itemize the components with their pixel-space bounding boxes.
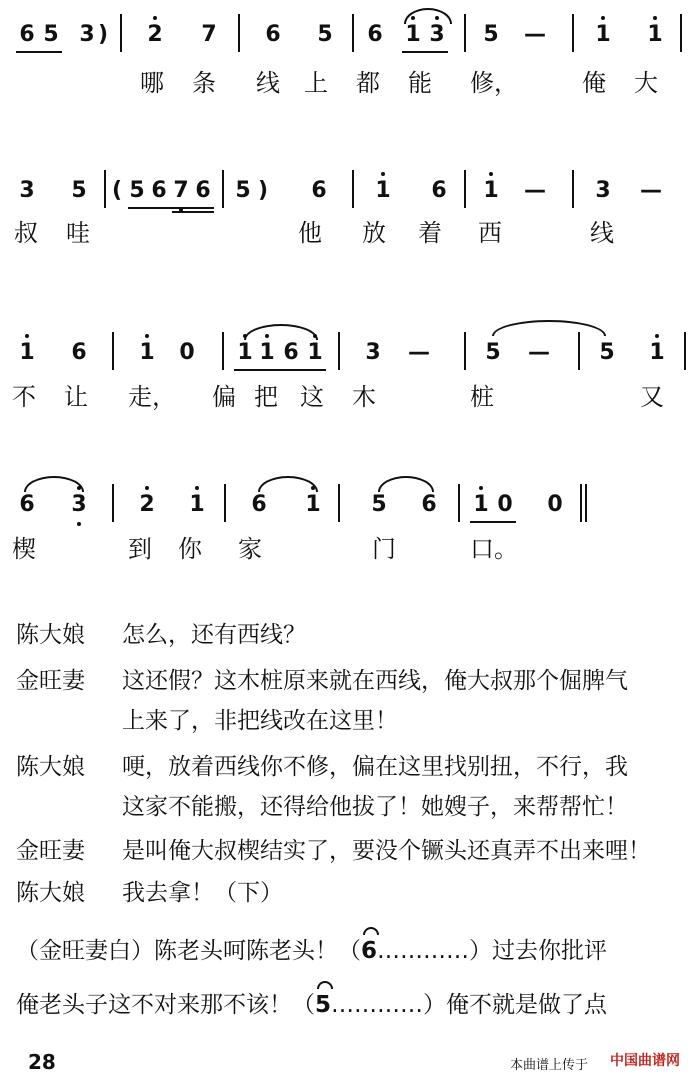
note: 5 [371, 492, 387, 517]
fermata-note: 6 [361, 938, 378, 964]
note: 1 [16, 338, 38, 368]
lyric: 着 [418, 219, 442, 247]
underline [128, 207, 214, 209]
note: 1 [302, 490, 324, 520]
barline [224, 484, 226, 522]
upload-credit: 本曲谱上传于 [510, 1058, 589, 1073]
barline [112, 484, 114, 522]
note: 6 [19, 22, 35, 47]
note: 7 [170, 176, 192, 206]
note: 1 [136, 338, 158, 368]
note: 3 [19, 178, 35, 203]
note: 6 [151, 178, 167, 203]
lyric: 偏 [212, 383, 236, 411]
paren: ) [258, 178, 269, 203]
barline [684, 332, 686, 370]
dialogue-line: 怎么，还有西线？ [122, 622, 306, 648]
note: 3 [595, 178, 611, 203]
lyric: 他 [298, 219, 322, 247]
narration-line-2 [16, 990, 607, 1020]
lyric: 线 [590, 219, 614, 247]
lyric: 放 [362, 219, 386, 247]
notation-row-1 [12, 20, 692, 50]
lyric: 楔 [12, 535, 36, 563]
note: 1 [304, 338, 326, 368]
note: 3 [365, 340, 381, 365]
note: 3 [79, 22, 95, 47]
underline [16, 51, 62, 53]
note: 1 [256, 338, 278, 368]
underline [234, 369, 326, 371]
dialogue-line: 我去拿！（下） [122, 880, 283, 906]
barline [238, 14, 240, 52]
barline [112, 332, 114, 370]
note: 1 [646, 338, 668, 368]
barline [464, 14, 466, 52]
note: 5 [599, 340, 615, 365]
lyric: 又 [640, 383, 664, 411]
note: 2 [144, 20, 166, 50]
underline [172, 211, 214, 213]
lyric: 木 [352, 383, 376, 411]
slur [492, 320, 606, 336]
barline [352, 14, 354, 52]
dialogue-line: 是叫俺大叔楔结实了，要没个镢头还真弄不出来哩！ [122, 838, 651, 864]
note: 5 [317, 22, 333, 47]
lyric: 都 [356, 69, 380, 97]
note: 1 [402, 20, 424, 50]
lyric: 大 [634, 69, 658, 97]
lyric: 俺 [582, 69, 606, 97]
slur [404, 8, 452, 24]
lyric: 条 [192, 69, 216, 97]
lyric: 上 [304, 69, 328, 97]
dialogue-line: 哽，放着西线你不修，偏在这里找别扭，不行，我 [122, 754, 628, 780]
barline [464, 332, 466, 370]
note: 1 [186, 490, 208, 520]
narration-text: （金旺妻白）陈老头呵陈老头！（ [16, 938, 361, 964]
note: 2 [136, 490, 158, 520]
fermata-note: 5 [315, 992, 332, 1018]
lyric: 能 [408, 69, 432, 97]
lyric: 哪 [140, 69, 164, 97]
narration-line-1 [16, 936, 607, 966]
note: 5 [483, 22, 499, 47]
note: 1 [592, 20, 614, 50]
note: 6 [283, 340, 299, 365]
lyric: 你 [178, 535, 202, 563]
note: 6 [431, 178, 447, 203]
note: 6 [195, 178, 211, 203]
slur [258, 476, 318, 492]
barline [464, 170, 466, 208]
slur [244, 324, 318, 340]
note: 6 [311, 178, 327, 203]
narration-text: 俺老头子这不对来那不该！（ [16, 992, 315, 1018]
note: 6 [421, 492, 437, 517]
note: 5 [129, 178, 145, 203]
note: 3 [68, 490, 90, 520]
note: 1 [470, 490, 492, 520]
lyric: 到 [128, 535, 152, 563]
barline [572, 170, 574, 208]
note: 1 [372, 176, 394, 206]
barline [222, 170, 224, 208]
dash: — [528, 340, 550, 365]
lyric: 让 [64, 383, 88, 411]
barline [680, 14, 682, 52]
paren: ( [112, 178, 123, 203]
narration-text: …………）过去你批评 [377, 938, 608, 964]
note: 6 [251, 492, 267, 517]
note: 5 [71, 178, 87, 203]
lyric: 哇 [66, 219, 90, 247]
lyric: 家 [238, 535, 262, 563]
dash: — [524, 178, 546, 203]
note: 6 [367, 22, 383, 47]
slur [378, 476, 434, 492]
notation-row-4 [12, 490, 692, 520]
lyric: 桩 [470, 383, 494, 411]
barline [352, 170, 354, 208]
lyric: 修， [470, 69, 518, 97]
note: 0 [179, 340, 195, 365]
notation-row-2 [12, 176, 692, 206]
note: 7 [201, 22, 217, 47]
speaker-name: 陈大娘 [16, 880, 85, 906]
speaker-name: 金旺妻 [16, 668, 85, 694]
notation-row-3 [12, 338, 692, 368]
lyric: 这 [300, 383, 324, 411]
barline [458, 484, 460, 522]
dialogue-line: 这还假？这木桩原来就在西线，俺大叔那个倔脾气 [122, 668, 628, 694]
paren: ) [98, 22, 109, 47]
lyric: 走， [128, 383, 176, 411]
lyric: 把 [254, 383, 278, 411]
slur [24, 476, 84, 492]
note: 5 [485, 340, 501, 365]
dash: — [640, 178, 662, 203]
barline [104, 170, 106, 208]
note: 6 [265, 22, 281, 47]
note: 0 [547, 492, 563, 517]
narration-text: …………）俺不就是做了点 [331, 992, 608, 1018]
note: 5 [235, 178, 251, 203]
site-logo: 中国曲谱网 [610, 1053, 680, 1069]
speaker-name: 陈大娘 [16, 622, 85, 648]
note: 3 [426, 20, 448, 50]
barline [338, 484, 340, 522]
lyric: 西 [478, 219, 502, 247]
speaker-name: 陈大娘 [16, 754, 85, 780]
lyric: 线 [256, 69, 280, 97]
underline [402, 51, 448, 53]
page-number: 28 [28, 1050, 56, 1074]
speaker-name: 金旺妻 [16, 838, 85, 864]
barline [572, 14, 574, 52]
barline [120, 14, 122, 52]
note: 1 [644, 20, 666, 50]
note: 6 [71, 340, 87, 365]
dash: — [524, 22, 546, 47]
lyric: 门 [372, 535, 396, 563]
lyric: 不 [12, 383, 36, 411]
lyric: 口。 [470, 535, 518, 563]
lyric: 叔 [14, 219, 38, 247]
note: 5 [43, 22, 59, 47]
underline [470, 521, 516, 523]
note: 0 [497, 492, 513, 517]
barline [338, 332, 340, 370]
note: 6 [19, 492, 35, 517]
final-barline [580, 484, 587, 522]
barline [222, 332, 224, 370]
barline [578, 332, 580, 370]
note: 1 [480, 176, 502, 206]
dialogue-line: 这家不能搬，还得给他拔了！她嫂子，来帮帮忙！ [122, 794, 628, 820]
dash: — [408, 340, 430, 365]
dialogue-line: 上来了，非把线改在这里！ [122, 708, 398, 734]
note: 1 [234, 338, 256, 368]
